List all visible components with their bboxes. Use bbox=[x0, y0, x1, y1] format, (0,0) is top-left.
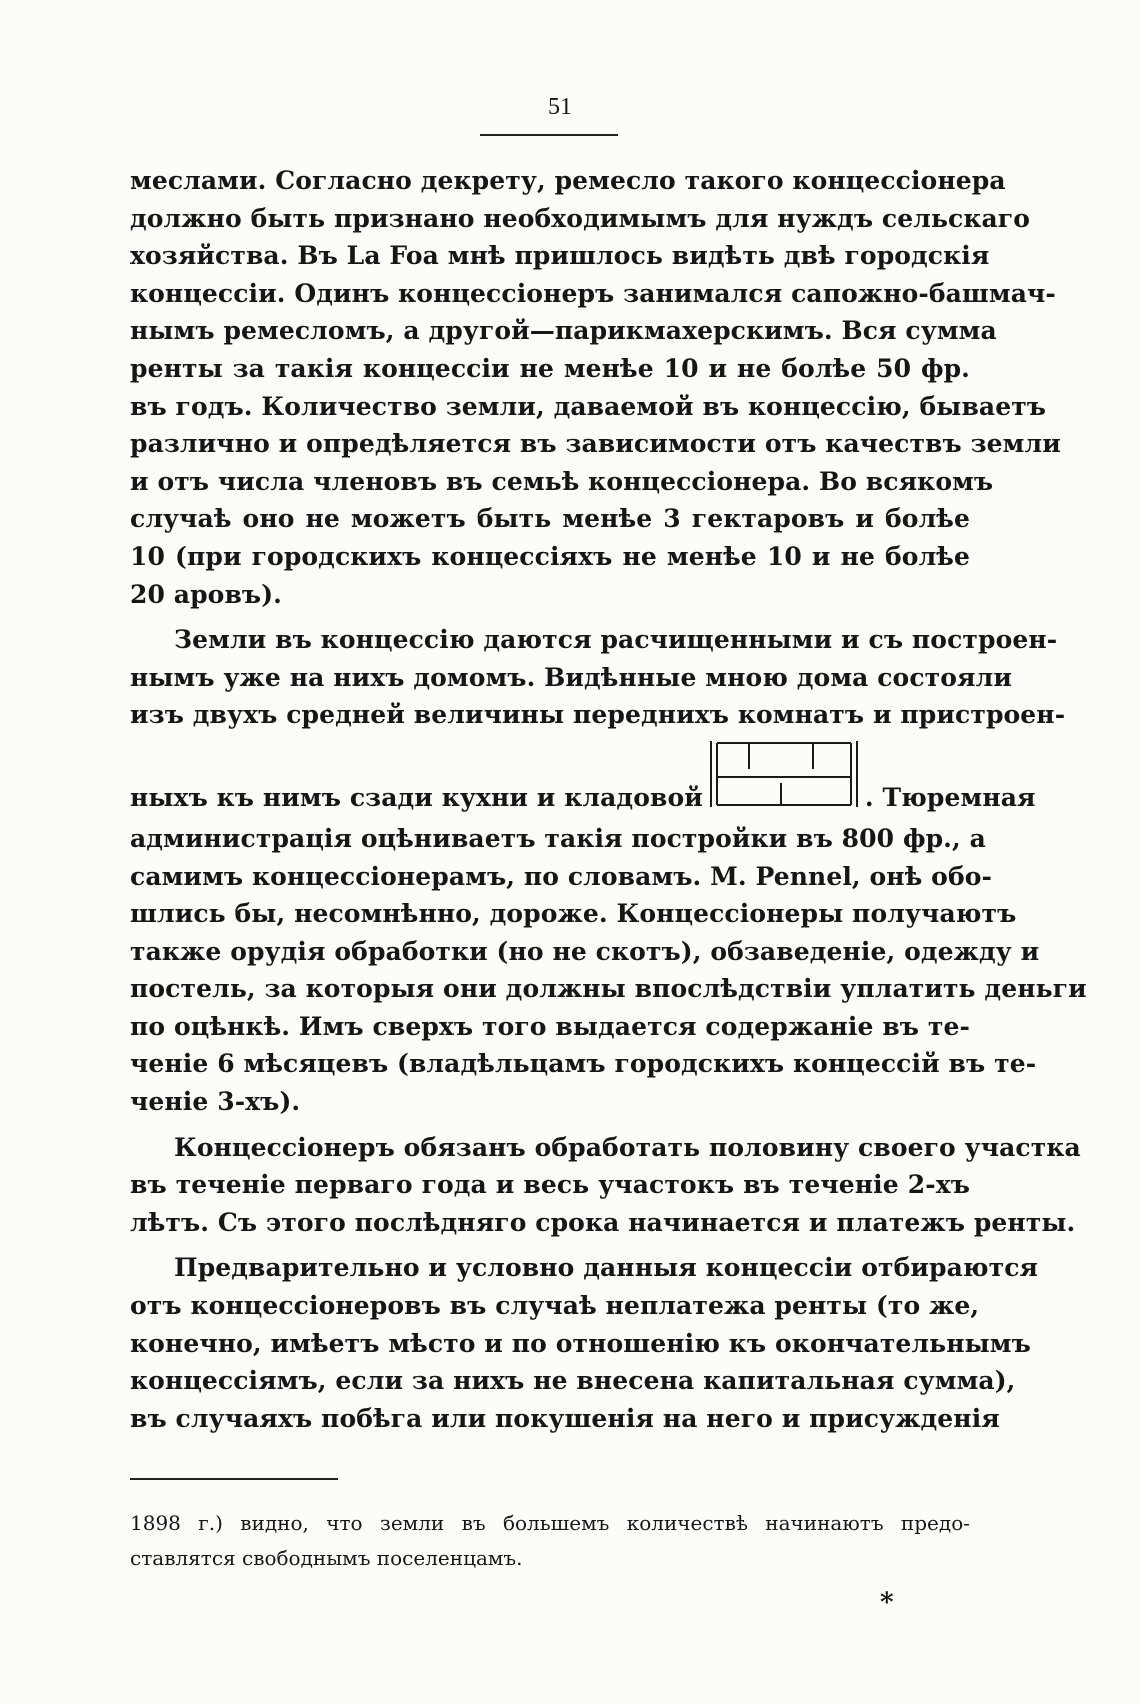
text-line-with-figure bbox=[130, 734, 1036, 820]
text-line: конечно, имѣетъ мѣсто и по отношенію къ окончательнымъ bbox=[130, 1328, 1031, 1358]
text-line: также орудія обработки (но не скотъ), обзаведеніе, одежду и bbox=[130, 936, 1040, 966]
text-line: случаѣ оно не можетъ быть менѣе 3 гектаровъ и болѣе bbox=[130, 504, 970, 534]
footnote-mark: * bbox=[880, 1588, 894, 1618]
footnote-rule bbox=[130, 1478, 338, 1480]
text-line: въ годъ. Количество земли, даваемой въ концессію, бываетъ bbox=[130, 391, 1047, 421]
text-line: шлись бы, несомнѣнно, дороже. Концессіонеры получаютъ bbox=[130, 899, 1017, 929]
text-segment: ныхъ къ нимъ сзади кухни и кладовой bbox=[130, 783, 703, 813]
text-line: хозяйства. Въ La Foa мнѣ пришлось видѣть двѣ городскія bbox=[130, 241, 990, 271]
header-rule bbox=[480, 134, 618, 136]
text-line: изъ двухъ средней величины переднихъ комнатъ и пристроен- bbox=[130, 700, 1066, 730]
text-line: нымъ ремесломъ, а другой—парикмахерскимъ. Вся сумма bbox=[130, 316, 997, 346]
text-line: концессіи. Одинъ концессіонеръ занимался сапожно-башмач- bbox=[130, 278, 1056, 308]
text-segment: . Тюремная bbox=[864, 783, 1036, 813]
text-line: концессіямъ, если за нихъ не внесена капитальная сумма), bbox=[130, 1366, 1016, 1396]
floor-plan-icon bbox=[709, 739, 859, 820]
text-line: по оцѣнкѣ. Имъ сверхъ того выдается содержаніе въ те- bbox=[130, 1011, 970, 1041]
text-line: должно быть признано необходимымъ для нуждъ сельскаго bbox=[130, 203, 1030, 233]
text-line: и отъ числа членовъ въ семьѣ концессіонера. Во всякомъ bbox=[130, 466, 994, 496]
text-line: различно и опредѣляется въ зависимости отъ качествъ земли bbox=[130, 429, 1061, 459]
paragraph-first-line: Концессіонеръ обязанъ обработать половину своего участка bbox=[174, 1132, 1081, 1162]
text-line: 20 аровъ). bbox=[130, 579, 282, 609]
text-line: администрація оцѣниваетъ такія постройки въ 800 фр., а bbox=[130, 823, 986, 853]
text-line: 10 (при городскихъ концессіяхъ не менѣе 10 и не болѣе bbox=[130, 541, 970, 571]
text-line: отъ концессіонеровъ въ случаѣ неплатежа ренты (то же, bbox=[130, 1291, 980, 1321]
paragraph-first-line: Земли въ концессію даются расчищенными и съ построен- bbox=[174, 625, 1058, 655]
text-line: ченіе 6 мѣсяцевъ (владѣльцамъ городскихъ концессій въ те- bbox=[130, 1049, 1037, 1079]
text-line: въ теченіе перваго года и весь участокъ въ теченіе 2-хъ bbox=[130, 1170, 970, 1200]
text-line: самимъ концессіонерамъ, по словамъ. M. Pennel, онѣ обо- bbox=[130, 861, 992, 891]
text-line: ренты за такія концессіи не менѣе 10 и не болѣе 50 фр. bbox=[130, 353, 970, 383]
text-line: постель, за которыя они должны впослѣдствіи уплатить деньги bbox=[130, 974, 1087, 1004]
body-text bbox=[130, 162, 1087, 1437]
footnote-line: ставлятся свободнымъ поселенцамъ. bbox=[130, 1546, 523, 1570]
text-line: нымъ уже на нихъ домомъ. Видѣнные мною дома состояли bbox=[130, 662, 1012, 692]
text-line: лѣтъ. Съ этого послѣдняго срока начинается и платежъ ренты. bbox=[130, 1207, 1076, 1237]
footnotes bbox=[130, 1506, 970, 1576]
text-line: ченіе 3-хъ). bbox=[130, 1087, 301, 1117]
text-line: въ случаяхъ побѣга или покушенія на него и присужденія bbox=[130, 1403, 1000, 1433]
page-number: 51 bbox=[548, 94, 572, 120]
footnote-line: 1898 г.) видно, что земли въ большемъ количествѣ начинаютъ предо- bbox=[130, 1511, 970, 1535]
text-line: меслами. Согласно декрету, ремесло такого концессіонера bbox=[130, 166, 1006, 195]
paragraph-first-line: Предварительно и условно данныя концессіи отбираются bbox=[174, 1253, 1039, 1283]
